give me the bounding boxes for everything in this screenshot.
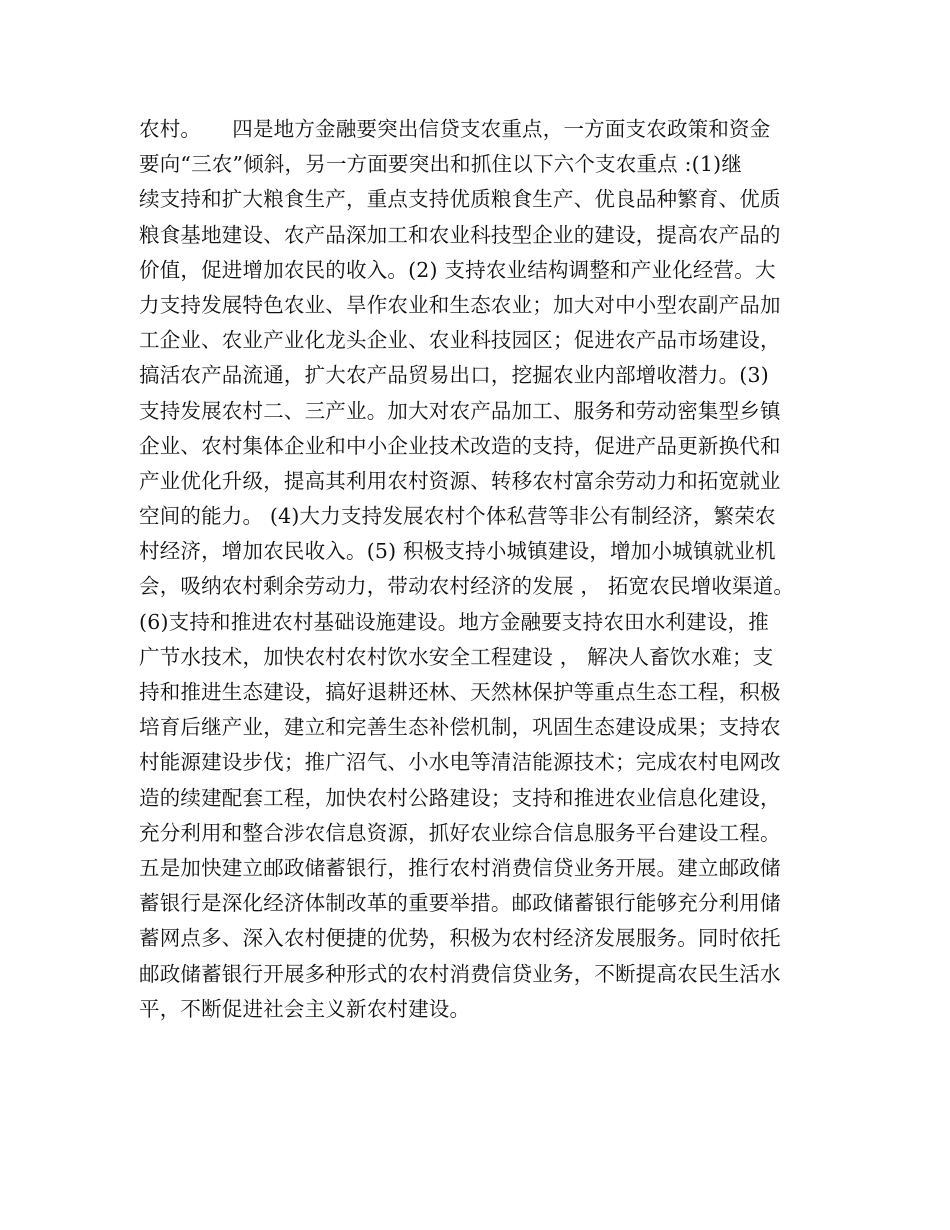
text-line: 造的续建配套工程，加快农村公路建设；支持和推进农业信息化建设， xyxy=(139,785,781,810)
text-line: 持和推进生态建设，搞好退耕还林、天然林保护等重点生态工程，积极 xyxy=(139,680,781,704)
text-line: 企业、农村集体企业和中小企业技术改造的支持，促进产品更新换代和 xyxy=(139,433,781,458)
text-line: 蓄网点多、深入农村便捷的优势，积极为农村经济发展服务。同时依托 xyxy=(139,926,781,951)
text-line: 续支持和扩大粮食生产，重点支持优质粮食生产、优良品种繁育、优质 xyxy=(139,187,781,212)
text-line: 产业优化升级，提高其利用农村资源、转移农村富余劳动力和拓宽就业 xyxy=(139,468,781,493)
text-line: 邮政储蓄银行开展多种形式的农村消费信贷业务，不断提高农民生活水 xyxy=(139,961,781,986)
text-line: 搞活农产品流通，扩大农产品贸易出口，挖掘农业内部增收潜力。(3) xyxy=(139,363,769,388)
text-line: 力支持发展特色农业、旱作农业和生态农业；加大对中小型农副产品加 xyxy=(139,292,781,317)
text-line: 工企业、农业产业化龙头企业、农业科技园区；促进农产品市场建设， xyxy=(139,328,781,353)
text-line: 充分利用和整合涉农信息资源，抓好农业综合信息服务平台建设工程。 xyxy=(139,820,781,845)
text-line: 村能源建设步伐；推广沼气、小水电等清洁能源技术；完成农村电网改 xyxy=(139,750,781,775)
text-line: 支持发展农村二、三产业。加大对农产品加工、服务和劳动密集型乡镇 xyxy=(139,398,781,423)
text-line: 培育后继产业，建立和完善生态补偿机制，巩固生态建设成果；支持农 xyxy=(139,715,781,740)
text-line: 平，不断促进社会主义新农村建设。 xyxy=(139,996,471,1021)
text-line: 价值，促进增加农民的收入。(2) 支持农业结构调整和产业化经营。大 xyxy=(139,257,776,282)
text-line: 广节水技术，加快农村农村饮水安全工程建设 ， 解决人畜饮水难；支 xyxy=(139,644,774,669)
text-line: 空间的能力。 (4)大力支持发展农村个体私营等非公有制经济，繁荣农 xyxy=(139,504,776,529)
text-line: 农村。 四是地方金融要突出信贷支农重点，一方面支农政策和资金 xyxy=(139,117,771,141)
text-line: 五是加快建立邮政储蓄银行，推行农村消费信贷业务开展。建立邮政储 xyxy=(139,855,781,880)
text-line: 蓄银行是深化经济体制改革的重要举措。邮政储蓄银行能够充分利用储 xyxy=(139,891,781,916)
text-line: 会，吸纳农村剩余劳动力，带动农村经济的发展 ， 拓宽农民增收渠道。 xyxy=(139,574,795,599)
text-line: (6)支持和推进农村基础设施建设。地方金融要支持农田水利建设，推 xyxy=(139,609,769,634)
body-text xyxy=(139,112,829,1027)
text-line: 村经济，增加农民收入。(5) 积极支持小城镇建设，增加小城镇就业机 xyxy=(139,539,776,564)
text-line: 要向“三农”倾斜，另一方面要突出和抓住以下六个支农重点 :(1)继 xyxy=(139,152,743,177)
text-line: 粮食基地建设、农产品深加工和农业科技型企业的建设，提高农产品的 xyxy=(139,222,781,247)
